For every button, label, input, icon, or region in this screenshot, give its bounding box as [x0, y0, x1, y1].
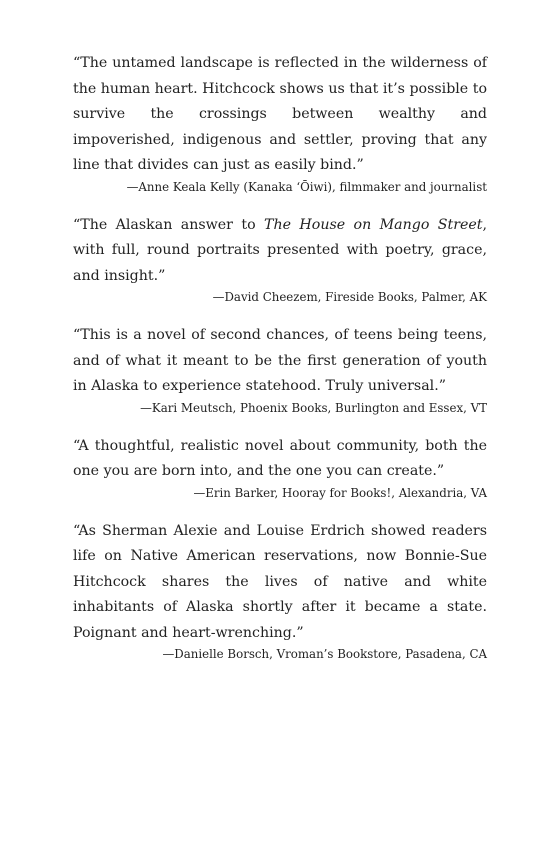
- book-title: The House on Mango Street: [264, 216, 483, 233]
- praise-page: [73, 51, 487, 680]
- blurb-1: [73, 51, 487, 196]
- blurb-4: [73, 434, 487, 502]
- blurb-quote: [73, 213, 487, 290]
- blurb-quote: “As Sherman Alexie and Louise Erdrich showed readers life on Native American reservations, now Bonnie-Sue Hitchcock shares the lives of native and white inhabitants of Alaska shortly after it became a state. Poignant and heart-wrenching.”: [73, 522, 487, 641]
- blurb-2: [73, 213, 487, 307]
- blurb-attribution: —Erin Barker, Hooray for Books!, Alexandria, VA: [193, 485, 487, 500]
- blurb-3: [73, 323, 487, 417]
- blurb-attribution: —David Cheezem, Fireside Books, Palmer, AK: [212, 290, 487, 304]
- blurb-quote: “This is a novel of second chances, of teens being teens, and of what it meant to be the first generation of youth in Alaska to experience statehood. Truly universal.”: [73, 327, 487, 394]
- blurb-quote: “The untamed landscape is reflected in the wilderness of the human heart. Hitchcock shows us that it’s possible to survive the crossings between wealthy and impoverished, indigenous and settler, proving that any line that divides can just as easily bind.”: [73, 55, 487, 173]
- blurb-attribution: —Anne Keala Kelly (Kanaka ʻŌiwi), filmmaker and journalist: [126, 179, 487, 194]
- quote-text: , with full, round portraits presented with poetry, grace, and insight.”: [73, 216, 488, 284]
- blurb-5: [73, 519, 487, 664]
- blurb-attribution: —Danielle Borsch, Vroman’s Bookstore, Pasadena, CA: [162, 647, 487, 661]
- blurb-attribution: —Kari Meutsch, Phoenix Books, Burlington and Essex, VT: [140, 400, 487, 415]
- blurb-quote: “A thoughtful, realistic novel about community, both the one you are born into, and the one you can create.”: [73, 437, 487, 479]
- quote-text: “The Alaskan answer to: [73, 216, 265, 233]
